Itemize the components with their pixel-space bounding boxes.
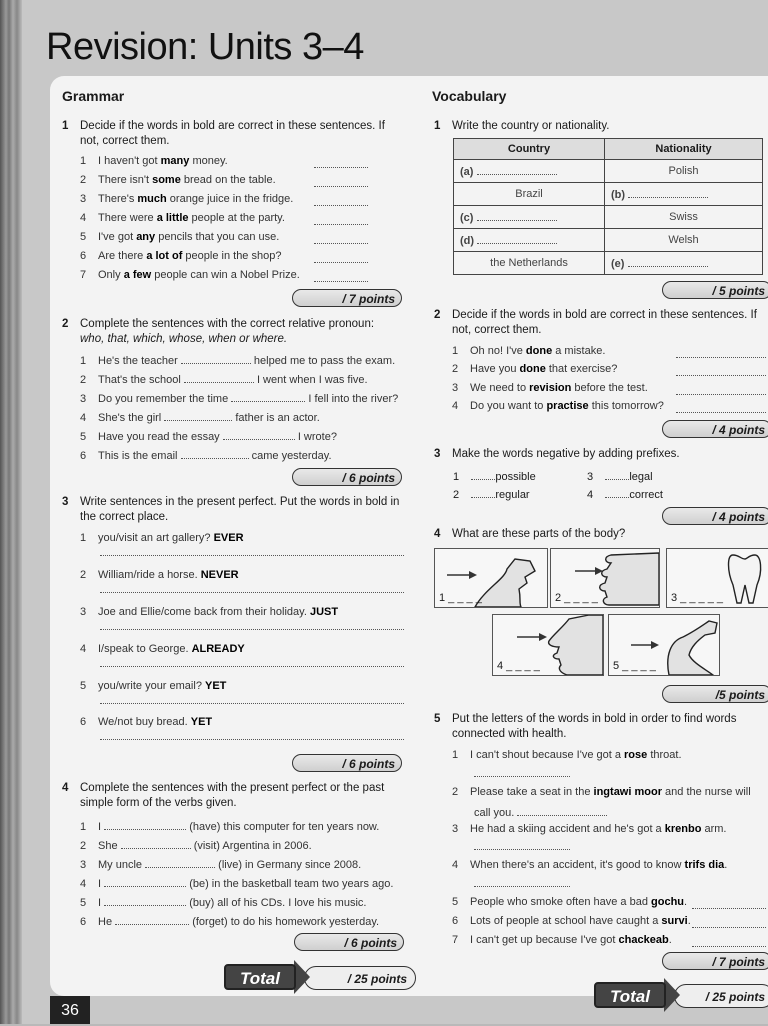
sentence-item <box>80 174 276 187</box>
item-number: 4 <box>80 212 87 224</box>
sentence-text: This is the email <box>98 450 178 462</box>
body-picture-tooth <box>666 548 768 608</box>
nationality-cell <box>605 229 763 252</box>
answer-blank[interactable] <box>145 857 215 868</box>
vocabulary-total <box>594 982 768 1008</box>
bold-word: practise <box>546 400 589 412</box>
bold-word: done <box>519 363 546 375</box>
answer-line[interactable] <box>676 356 766 358</box>
prompt-item <box>80 716 212 729</box>
country-nationality-table <box>453 138 763 275</box>
item-number: 5 <box>80 431 87 443</box>
sentence-text: I wrote? <box>297 431 337 443</box>
sentence-text: I can't get up because I've got <box>470 934 619 946</box>
item-number: 3 <box>452 382 459 394</box>
sentence-item <box>452 934 672 947</box>
nationality-cell <box>605 206 763 229</box>
total-label: Total <box>224 964 296 990</box>
country-cell[interactable] <box>454 206 605 229</box>
sentence-item <box>80 391 398 406</box>
sentence-text: Please take a seat in the <box>470 786 594 798</box>
item-number: 4 <box>80 878 87 890</box>
instruction-text: Complete the sentences with the correct relative pronoun: <box>80 318 375 330</box>
sentence-text: call you. <box>474 807 515 819</box>
total-arrow <box>294 960 310 994</box>
answer-blank[interactable] <box>223 429 295 440</box>
bold-word: NEVER <box>200 569 239 581</box>
sentence-text: My uncle <box>98 859 143 871</box>
sentence-text: pencils that you can use. <box>155 231 280 243</box>
sentence-item <box>80 231 279 244</box>
book-spine <box>0 0 22 1024</box>
item-number: 2 <box>452 363 459 375</box>
sentence-text: bread on the table. <box>180 174 276 186</box>
item-number: 4 <box>452 400 459 412</box>
bold-word: JUST <box>309 606 339 618</box>
vocab-q4-points: /5 points <box>662 685 768 703</box>
item-number: 3 <box>80 393 87 405</box>
nationality-cell[interactable] <box>605 183 763 206</box>
prefix-item: 4 correct <box>587 489 663 501</box>
sentence-text: people can win a Nobel Prize. <box>151 269 300 281</box>
answer-line[interactable] <box>314 166 368 168</box>
prompt-item <box>80 569 239 582</box>
sentence-item <box>452 400 664 413</box>
sentence-item <box>452 382 648 395</box>
sentence-text: (have) this computer for ten years now. <box>189 821 380 833</box>
sentence-text: before the test. <box>571 382 648 394</box>
sentence-item <box>452 823 726 836</box>
question-number: 4 <box>434 528 441 540</box>
prompt-text: Joe and Ellie/come back from their holiday. <box>98 606 310 618</box>
sentence-text: Have you read the essay <box>98 431 220 443</box>
bold-word: EVER <box>213 532 244 544</box>
vocab-q4-instruction <box>434 527 752 542</box>
sentence-text: He's the teacher <box>98 355 178 367</box>
table-row <box>454 183 763 206</box>
sentence-text: this tomorrow? <box>588 400 664 412</box>
grammar-q2-points: / 6 points <box>292 468 402 486</box>
bold-word: a few <box>123 269 152 281</box>
sentence-item <box>80 857 361 872</box>
sentence-text: She <box>98 840 118 852</box>
sentence-item <box>80 353 395 368</box>
sentence-text: I can't shout because I've got a <box>470 749 625 761</box>
sentence-item <box>80 410 320 425</box>
item-number: 6 <box>80 250 87 262</box>
answer-line[interactable] <box>474 849 570 850</box>
body-picture-neck <box>434 548 548 608</box>
instruction-text: Complete the sentences with the present perfect or the past simple form of the verbs given. <box>80 782 385 809</box>
sentence-item <box>452 786 751 799</box>
table-row <box>454 252 763 275</box>
instruction-options: who, that, which, whose, when or where. <box>80 333 288 345</box>
cell-text: Welsh <box>668 234 699 246</box>
cell-letter: (b) <box>611 189 626 201</box>
item-number: 1 <box>452 345 459 357</box>
sentence-text: arm. <box>701 823 727 835</box>
answer-blank[interactable] <box>477 233 557 244</box>
cell-letter: (d) <box>460 235 475 247</box>
table-row <box>454 206 763 229</box>
sentence-text: orange juice in the fridge. <box>166 193 294 205</box>
item-number: 2 <box>80 374 87 386</box>
sentence-item <box>80 212 285 225</box>
cell-text: the Netherlands <box>490 257 568 269</box>
question-number: 4 <box>62 782 69 794</box>
sentence-text: That's the school <box>98 374 181 386</box>
table-row <box>454 160 763 183</box>
prompt-text: you/write your email? <box>98 680 205 692</box>
item-number: 7 <box>80 269 87 281</box>
cell-text: Swiss <box>669 211 698 223</box>
answer-blank[interactable] <box>181 353 251 364</box>
answer-line[interactable] <box>474 776 570 777</box>
item-number: 6 <box>80 916 87 928</box>
sentence-text: father is an actor. <box>235 412 320 424</box>
question-number: 1 <box>62 120 69 132</box>
bold-word: YET <box>190 716 213 728</box>
answer-blank[interactable] <box>628 256 708 267</box>
sentence-text: that exercise? <box>545 363 618 375</box>
table-header: Nationality <box>605 139 763 160</box>
bold-word: rose <box>624 749 648 761</box>
sentence-text: and the nurse will <box>661 786 751 798</box>
bold-word: any <box>136 231 156 243</box>
sentence-text: people at the party. <box>188 212 285 224</box>
prefix-item: 2 regular <box>453 489 530 501</box>
answer-line[interactable] <box>314 223 368 225</box>
item-number: 5 <box>80 231 87 243</box>
prompt-item <box>80 606 338 619</box>
instruction-text: Make the words negative by adding prefixes. <box>452 448 680 460</box>
answer-blank[interactable] <box>477 164 557 175</box>
item-number: 2 <box>80 840 87 852</box>
bold-word: trifs dia <box>684 859 725 871</box>
bold-word: ingtawi moor <box>593 786 662 798</box>
sentence-item <box>80 372 368 387</box>
grammar-heading: Grammar <box>62 88 125 104</box>
item-number: 3 <box>80 193 87 205</box>
vocab-q3-points: / 4 points <box>662 507 768 525</box>
cell-letter: (a) <box>460 166 474 178</box>
answer-line[interactable] <box>692 907 766 909</box>
sentence-text: (buy) all of his CDs. I love his music. <box>189 897 367 909</box>
sentence-text: Oh no! I've <box>470 345 526 357</box>
cell-letter: (e) <box>611 258 625 270</box>
answer-line[interactable] <box>314 204 368 206</box>
picture-label: 1 _ _ _ _ <box>439 592 482 604</box>
vocab-q1-instruction <box>434 119 752 134</box>
vocab-q5-points: / 7 points <box>662 952 768 970</box>
cell-text: Polish <box>668 165 699 177</box>
body-picture-elbow <box>608 614 720 676</box>
answer-line[interactable] <box>314 185 368 187</box>
prompt-text: I/speak to George. <box>98 643 192 655</box>
sentence-text: . <box>684 896 688 908</box>
sentence-text: Only <box>98 269 124 281</box>
sentence-text: . <box>687 915 691 927</box>
grammar-q2-instruction <box>62 317 410 347</box>
grammar-q3-points: / 6 points <box>292 754 402 772</box>
sentence-text: money. <box>189 155 228 167</box>
sentence-item <box>452 363 617 376</box>
question-number: 3 <box>62 496 69 508</box>
instruction-text: Write sentences in the present perfect. Put the words in bold in the correct place. <box>80 496 400 523</box>
sentence-text: I went when I was five. <box>256 374 368 386</box>
prompt-text: William/ride a horse. <box>98 569 201 581</box>
answer-blank[interactable] <box>104 895 186 906</box>
picture-label: 3 _ _ _ _ _ <box>671 592 723 604</box>
item-number: 5 <box>80 680 87 692</box>
bold-word: chackeab <box>618 934 669 946</box>
question-number: 2 <box>62 318 69 330</box>
question-number: 3 <box>434 448 441 460</box>
total-points: / 25 points <box>304 966 416 990</box>
answer-line[interactable] <box>314 280 368 282</box>
answer-blank[interactable] <box>104 876 186 887</box>
answer-line[interactable] <box>314 261 368 263</box>
item-number: 6 <box>80 716 87 728</box>
sentence-item <box>80 155 228 168</box>
answer-blank[interactable] <box>184 372 254 383</box>
sentence-item <box>80 895 366 910</box>
item-number: 1 <box>80 155 87 167</box>
grammar-q3-instruction <box>62 495 410 525</box>
item-number: 2 <box>452 786 459 798</box>
bold-word: survi <box>661 915 688 927</box>
answer-blank[interactable] <box>517 805 607 816</box>
bold-word: gochu <box>651 896 685 908</box>
grammar-q4-points: / 6 points <box>294 933 404 951</box>
picture-label: 2 _ _ _ _ <box>555 592 598 604</box>
item-number: 5 <box>452 896 459 908</box>
sentence-item <box>452 749 682 762</box>
sentence-item <box>80 429 337 444</box>
sentence-text: I <box>98 878 102 890</box>
sentence-text: Lots of people at school have caught a <box>470 915 662 927</box>
sentence-item <box>80 193 293 206</box>
sentence-text: Do you remember the time <box>98 393 229 405</box>
item-number: 3 <box>80 859 87 871</box>
sentence-text: When there's an accident, it's good to know <box>470 859 685 871</box>
sentence-text: (forget) to do his homework yesterday. <box>192 916 380 928</box>
bold-word: many <box>160 155 190 167</box>
sentence-text: She's the girl <box>98 412 162 424</box>
question-number: 5 <box>434 713 441 725</box>
sentence-item <box>452 859 727 872</box>
item-number: 2 <box>80 569 87 581</box>
answer-line[interactable] <box>100 629 404 630</box>
country-cell[interactable] <box>454 229 605 252</box>
sentence-text: There's <box>98 193 138 205</box>
item-number: 4 <box>80 412 87 424</box>
sentence-text: I <box>98 897 102 909</box>
picture-label: 4 _ _ _ _ <box>497 660 540 672</box>
answer-line[interactable] <box>100 555 404 556</box>
grammar-q1-points: / 7 points <box>292 289 402 307</box>
sentence-text: He <box>98 916 113 928</box>
item-number: 1 <box>452 749 459 761</box>
prompt-item <box>80 680 226 693</box>
sentence-text: Have you <box>470 363 520 375</box>
page-title: Revision: Units 3–4 <box>46 26 364 68</box>
bold-word: done <box>525 345 553 357</box>
sentence-item <box>452 915 691 928</box>
prompt-item <box>80 643 245 656</box>
prefix-item: 3 legal <box>587 471 653 483</box>
vocab-q2-points: / 4 points <box>662 420 768 438</box>
item-number: 6 <box>452 915 459 927</box>
sentence-text: Are there <box>98 250 147 262</box>
item-number: 7 <box>452 934 459 946</box>
bold-word: krenbo <box>664 823 702 835</box>
vocabulary-heading: Vocabulary <box>432 88 507 104</box>
sentence-text: Do you want to <box>470 400 547 412</box>
answer-blank[interactable] <box>121 838 191 849</box>
answer-line[interactable] <box>676 411 766 413</box>
total-points: / 25 points <box>674 984 768 1008</box>
item-number: 3 <box>452 823 459 835</box>
answer-blank[interactable] <box>181 448 249 459</box>
nationality-cell <box>605 160 763 183</box>
sentence-text: (live) in Germany since 2008. <box>218 859 362 871</box>
item-number: 2 <box>80 174 87 186</box>
prefix-item: 1 possible <box>453 471 536 483</box>
item-number: 3 <box>80 606 87 618</box>
sentence-text: (be) in the basketball team two years ago. <box>189 878 394 890</box>
sentence-text: I <box>98 821 102 833</box>
sentence-item <box>452 896 687 909</box>
sentence-text: People who smoke often have a bad <box>470 896 652 908</box>
country-cell <box>454 252 605 275</box>
item-number: 1 <box>80 821 87 833</box>
total-label: Total <box>594 982 666 1008</box>
prompt-item <box>80 532 244 545</box>
bold-word: some <box>152 174 181 186</box>
bold-word: revision <box>529 382 572 394</box>
answer-blank[interactable] <box>628 187 708 198</box>
bold-word: a little <box>156 212 189 224</box>
country-cell <box>454 183 605 206</box>
sentence-item <box>80 914 379 929</box>
instruction-text: Write the country or nationality. <box>452 120 610 132</box>
instruction-text: Decide if the words in bold are correct in these sentences. If not, correct them. <box>80 120 385 147</box>
sentence-text: He had a skiing accident and he's got a <box>470 823 665 835</box>
item-number: 5 <box>80 897 87 909</box>
sentence-text: . <box>724 859 728 871</box>
country-cell[interactable] <box>454 160 605 183</box>
sentence-text: There isn't <box>98 174 153 186</box>
answer-blank[interactable] <box>115 914 189 925</box>
sentence-text: I haven't got <box>98 155 161 167</box>
sentence-item <box>80 876 393 891</box>
page-number: 36 <box>50 996 90 1024</box>
table-row <box>454 229 763 252</box>
question-number: 1 <box>434 120 441 132</box>
answer-blank[interactable] <box>104 819 186 830</box>
answer-line[interactable] <box>676 393 766 395</box>
prompt-text: you/visit an art gallery? <box>98 532 214 544</box>
cell-text: Brazil <box>515 188 543 200</box>
sentence-text: came yesterday. <box>251 450 332 462</box>
sentence-text: a mistake. <box>552 345 606 357</box>
vocab-q1-points: / 5 points <box>662 281 768 299</box>
instruction-text: What are these parts of the body? <box>452 528 626 540</box>
answer-line[interactable] <box>100 703 404 704</box>
grammar-q1-instruction <box>62 119 400 149</box>
cell-letter: (c) <box>460 212 474 224</box>
prompt-text: We/not buy bread. <box>98 716 191 728</box>
grammar-q4-instruction <box>62 781 410 811</box>
item-number: 4 <box>80 643 87 655</box>
sentence-item <box>80 269 300 282</box>
sentence-text: . <box>668 934 672 946</box>
item-number: 1 <box>80 355 87 367</box>
answer-blank[interactable] <box>164 410 232 421</box>
nationality-cell[interactable] <box>605 252 763 275</box>
bold-word: ALREADY <box>191 643 245 655</box>
body-picture-nose <box>492 614 604 676</box>
item-number: 4 <box>452 859 459 871</box>
bold-word: YET <box>205 680 227 692</box>
sentence-text: I fell into the river? <box>308 393 399 405</box>
answer-line[interactable] <box>314 242 368 244</box>
sentence-item <box>80 250 281 263</box>
answer-line[interactable] <box>474 886 570 887</box>
body-picture-toes <box>550 548 660 608</box>
answer-blank[interactable] <box>477 210 557 221</box>
bold-word: much <box>137 193 167 205</box>
answer-line[interactable] <box>676 374 766 376</box>
sentence-text: I've got <box>98 231 137 243</box>
answer-line[interactable] <box>692 926 766 928</box>
total-arrow <box>664 978 680 1012</box>
answer-line[interactable] <box>692 945 766 947</box>
sentence-item <box>452 345 605 358</box>
sentence-item <box>80 819 379 834</box>
vocab-q5-instruction <box>434 712 762 742</box>
question-number: 2 <box>434 309 441 321</box>
sentence-text: We need to <box>470 382 530 394</box>
instruction-text: Decide if the words in bold are correct in these sentences. If not, correct them. <box>452 309 757 336</box>
item-number: 1 <box>80 532 87 544</box>
answer-line[interactable] <box>100 666 404 667</box>
table-header: Country <box>454 139 605 160</box>
answer-line[interactable] <box>100 739 404 740</box>
sentence-item <box>80 838 312 853</box>
item-number: 6 <box>80 450 87 462</box>
sentence-text: There were <box>98 212 157 224</box>
picture-label: 5 _ _ _ _ <box>613 660 656 672</box>
bold-word: a lot of <box>146 250 183 262</box>
sentence-item <box>80 448 332 463</box>
sentence-text: throat. <box>647 749 682 761</box>
sentence-continuation <box>474 805 607 820</box>
instruction-text: Put the letters of the words in bold in order to find words connected with health. <box>452 713 737 740</box>
grammar-total <box>224 964 424 990</box>
sentence-text: helped me to pass the exam. <box>253 355 396 367</box>
sentence-text: people in the shop? <box>182 250 282 262</box>
vocab-q2-instruction <box>434 308 762 338</box>
answer-line[interactable] <box>100 592 404 593</box>
answer-blank[interactable] <box>231 391 305 402</box>
sentence-text: (visit) Argentina in 2006. <box>193 840 312 852</box>
vocab-q3-instruction <box>434 447 752 462</box>
